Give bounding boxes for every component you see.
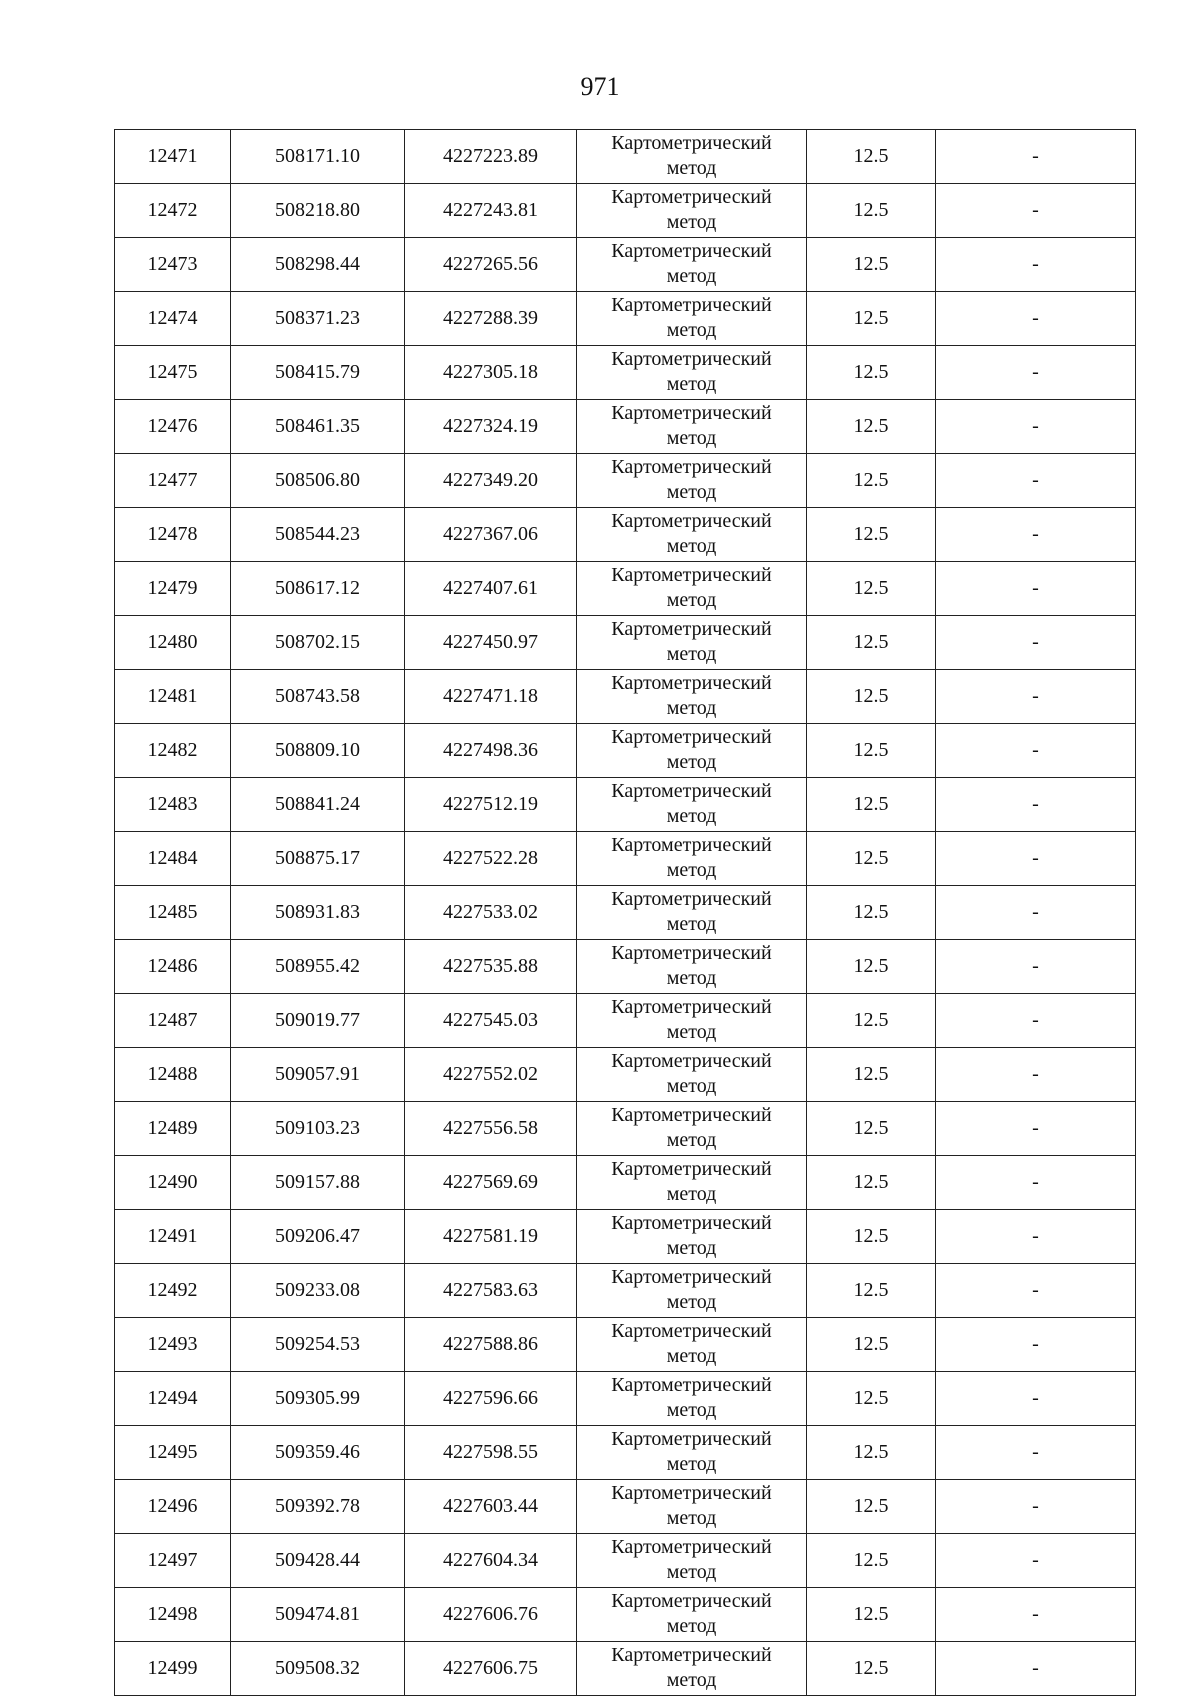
method-line-1: Картометрический [611, 456, 772, 478]
method-line-2: метод [666, 1507, 717, 1529]
table-row [115, 130, 1136, 184]
method-cell [577, 1210, 807, 1264]
method-line-1: Картометрический [611, 132, 772, 154]
x-coordinate-cell: 509103.23 [231, 1102, 405, 1156]
table-row [115, 994, 1136, 1048]
point-number-cell: 12484 [115, 832, 231, 886]
method-line-1: Картометрический [611, 1536, 772, 1558]
note-cell: - [936, 184, 1136, 238]
method-cell [577, 1318, 807, 1372]
accuracy-cell: 12.5 [807, 1534, 936, 1588]
accuracy-cell: 12.5 [807, 886, 936, 940]
x-coordinate-cell: 509233.08 [231, 1264, 405, 1318]
y-coordinate-cell: 4227223.89 [405, 130, 577, 184]
point-number-cell: 12495 [115, 1426, 231, 1480]
y-coordinate-cell: 4227450.97 [405, 616, 577, 670]
accuracy-cell: 12.5 [807, 616, 936, 670]
note-cell: - [936, 670, 1136, 724]
y-coordinate-cell: 4227324.19 [405, 400, 577, 454]
accuracy-cell: 12.5 [807, 400, 936, 454]
accuracy-cell: 12.5 [807, 184, 936, 238]
point-number-cell: 12479 [115, 562, 231, 616]
method-line-2: метод [666, 373, 717, 395]
method-cell [577, 346, 807, 400]
y-coordinate-cell: 4227583.63 [405, 1264, 577, 1318]
x-coordinate-cell: 508298.44 [231, 238, 405, 292]
table-row [115, 292, 1136, 346]
method-cell [577, 724, 807, 778]
accuracy-cell: 12.5 [807, 832, 936, 886]
y-coordinate-cell: 4227471.18 [405, 670, 577, 724]
method-line-1: Картометрический [611, 1374, 772, 1396]
method-line-1: Картометрический [611, 1104, 772, 1126]
method-line-1: Картометрический [611, 1158, 772, 1180]
method-line-2: метод [666, 211, 717, 233]
y-coordinate-cell: 4227367.06 [405, 508, 577, 562]
method-line-2: метод [666, 751, 717, 773]
table-row [115, 238, 1136, 292]
note-cell: - [936, 346, 1136, 400]
y-coordinate-cell: 4227606.76 [405, 1588, 577, 1642]
method-line-1: Картометрический [611, 1644, 772, 1666]
method-line-2: метод [666, 1075, 717, 1097]
method-line-1: Картометрический [611, 348, 772, 370]
method-cell [577, 1588, 807, 1642]
note-cell: - [936, 616, 1136, 670]
note-cell: - [936, 1426, 1136, 1480]
x-coordinate-cell: 508371.23 [231, 292, 405, 346]
table-row [115, 940, 1136, 994]
point-number-cell: 12489 [115, 1102, 231, 1156]
x-coordinate-cell: 509254.53 [231, 1318, 405, 1372]
method-cell [577, 508, 807, 562]
accuracy-cell: 12.5 [807, 238, 936, 292]
table-row [115, 1156, 1136, 1210]
method-line-2: метод [666, 1669, 717, 1691]
note-cell: - [936, 1102, 1136, 1156]
point-number-cell: 12478 [115, 508, 231, 562]
accuracy-cell: 12.5 [807, 670, 936, 724]
point-number-cell: 12482 [115, 724, 231, 778]
note-cell: - [936, 130, 1136, 184]
note-cell: - [936, 508, 1136, 562]
accuracy-cell: 12.5 [807, 940, 936, 994]
method-line-1: Картометрический [611, 510, 772, 532]
x-coordinate-cell: 509508.32 [231, 1642, 405, 1696]
point-number-cell: 12497 [115, 1534, 231, 1588]
y-coordinate-cell: 4227556.58 [405, 1102, 577, 1156]
note-cell: - [936, 400, 1136, 454]
point-number-cell: 12471 [115, 130, 231, 184]
x-coordinate-cell: 509019.77 [231, 994, 405, 1048]
method-cell [577, 1048, 807, 1102]
method-line-1: Картометрический [611, 780, 772, 802]
table-row [115, 832, 1136, 886]
x-coordinate-cell: 508743.58 [231, 670, 405, 724]
method-cell [577, 1156, 807, 1210]
table-row [115, 184, 1136, 238]
point-number-cell: 12488 [115, 1048, 231, 1102]
y-coordinate-cell: 4227305.18 [405, 346, 577, 400]
x-coordinate-cell: 508461.35 [231, 400, 405, 454]
method-cell [577, 1372, 807, 1426]
note-cell: - [936, 1048, 1136, 1102]
x-coordinate-cell: 509206.47 [231, 1210, 405, 1264]
accuracy-cell: 12.5 [807, 1318, 936, 1372]
method-line-1: Картометрический [611, 1266, 772, 1288]
method-line-2: метод [666, 805, 717, 827]
method-cell [577, 1480, 807, 1534]
note-cell: - [936, 886, 1136, 940]
table-row [115, 1318, 1136, 1372]
note-cell: - [936, 1642, 1136, 1696]
table-row [115, 400, 1136, 454]
x-coordinate-cell: 508955.42 [231, 940, 405, 994]
point-number-cell: 12474 [115, 292, 231, 346]
y-coordinate-cell: 4227288.39 [405, 292, 577, 346]
point-number-cell: 12492 [115, 1264, 231, 1318]
point-number-cell: 12481 [115, 670, 231, 724]
point-number-cell: 12475 [115, 346, 231, 400]
method-line-1: Картометрический [611, 240, 772, 262]
x-coordinate-cell: 508809.10 [231, 724, 405, 778]
note-cell: - [936, 1264, 1136, 1318]
method-line-1: Картометрический [611, 996, 772, 1018]
note-cell: - [936, 1588, 1136, 1642]
note-cell: - [936, 724, 1136, 778]
point-number-cell: 12485 [115, 886, 231, 940]
accuracy-cell: 12.5 [807, 1642, 936, 1696]
table-row [115, 1534, 1136, 1588]
x-coordinate-cell: 509305.99 [231, 1372, 405, 1426]
method-cell [577, 670, 807, 724]
table-row [115, 454, 1136, 508]
note-cell: - [936, 562, 1136, 616]
point-number-cell: 12472 [115, 184, 231, 238]
method-line-2: метод [666, 859, 717, 881]
method-line-1: Картометрический [611, 402, 772, 424]
point-number-cell: 12486 [115, 940, 231, 994]
note-cell: - [936, 940, 1136, 994]
point-number-cell: 12477 [115, 454, 231, 508]
x-coordinate-cell: 509359.46 [231, 1426, 405, 1480]
accuracy-cell: 12.5 [807, 778, 936, 832]
method-line-1: Картометрический [611, 294, 772, 316]
note-cell: - [936, 238, 1136, 292]
x-coordinate-cell: 508702.15 [231, 616, 405, 670]
method-line-1: Картометрический [611, 1320, 772, 1342]
point-number-cell: 12496 [115, 1480, 231, 1534]
point-number-cell: 12494 [115, 1372, 231, 1426]
method-line-2: метод [666, 1453, 717, 1475]
point-number-cell: 12476 [115, 400, 231, 454]
x-coordinate-cell: 509428.44 [231, 1534, 405, 1588]
point-number-cell: 12491 [115, 1210, 231, 1264]
y-coordinate-cell: 4227596.66 [405, 1372, 577, 1426]
y-coordinate-cell: 4227606.75 [405, 1642, 577, 1696]
y-coordinate-cell: 4227581.19 [405, 1210, 577, 1264]
method-cell [577, 1642, 807, 1696]
table-row [115, 1102, 1136, 1156]
x-coordinate-cell: 509057.91 [231, 1048, 405, 1102]
note-cell: - [936, 454, 1136, 508]
method-cell [577, 994, 807, 1048]
note-cell: - [936, 778, 1136, 832]
method-cell [577, 400, 807, 454]
accuracy-cell: 12.5 [807, 1210, 936, 1264]
x-coordinate-cell: 508617.12 [231, 562, 405, 616]
method-cell [577, 1102, 807, 1156]
table-row [115, 670, 1136, 724]
note-cell: - [936, 1318, 1136, 1372]
note-cell: - [936, 1156, 1136, 1210]
table-row [115, 616, 1136, 670]
method-line-2: метод [666, 481, 717, 503]
accuracy-cell: 12.5 [807, 1048, 936, 1102]
x-coordinate-cell: 508218.80 [231, 184, 405, 238]
note-cell: - [936, 292, 1136, 346]
y-coordinate-cell: 4227512.19 [405, 778, 577, 832]
accuracy-cell: 12.5 [807, 508, 936, 562]
y-coordinate-cell: 4227569.69 [405, 1156, 577, 1210]
accuracy-cell: 12.5 [807, 346, 936, 400]
y-coordinate-cell: 4227552.02 [405, 1048, 577, 1102]
method-line-1: Картометрический [611, 1428, 772, 1450]
point-number-cell: 12480 [115, 616, 231, 670]
accuracy-cell: 12.5 [807, 130, 936, 184]
method-line-2: метод [666, 1129, 717, 1151]
table-row [115, 1588, 1136, 1642]
method-line-1: Картометрический [611, 942, 772, 964]
method-line-2: метод [666, 1615, 717, 1637]
table-row [115, 562, 1136, 616]
x-coordinate-cell: 508875.17 [231, 832, 405, 886]
accuracy-cell: 12.5 [807, 562, 936, 616]
table-row [115, 1048, 1136, 1102]
table-row [115, 724, 1136, 778]
method-cell [577, 1426, 807, 1480]
y-coordinate-cell: 4227407.61 [405, 562, 577, 616]
page-number: 971 [580, 72, 620, 101]
accuracy-cell: 12.5 [807, 1102, 936, 1156]
table-row [115, 1480, 1136, 1534]
table-row [115, 1642, 1136, 1696]
x-coordinate-cell: 509474.81 [231, 1588, 405, 1642]
y-coordinate-cell: 4227545.03 [405, 994, 577, 1048]
y-coordinate-cell: 4227349.20 [405, 454, 577, 508]
point-number-cell: 12493 [115, 1318, 231, 1372]
note-cell: - [936, 1372, 1136, 1426]
method-line-1: Картометрический [611, 834, 772, 856]
method-line-1: Картометрический [611, 726, 772, 748]
accuracy-cell: 12.5 [807, 1588, 936, 1642]
method-line-1: Картометрический [611, 1590, 772, 1612]
accuracy-cell: 12.5 [807, 454, 936, 508]
accuracy-cell: 12.5 [807, 1426, 936, 1480]
table-row [115, 508, 1136, 562]
x-coordinate-cell: 509392.78 [231, 1480, 405, 1534]
table-row [115, 778, 1136, 832]
method-cell [577, 130, 807, 184]
table-row [115, 1264, 1136, 1318]
method-line-1: Картометрический [611, 564, 772, 586]
method-cell [577, 886, 807, 940]
method-cell [577, 616, 807, 670]
method-cell [577, 562, 807, 616]
y-coordinate-cell: 4227604.34 [405, 1534, 577, 1588]
method-line-2: метод [666, 535, 717, 557]
accuracy-cell: 12.5 [807, 994, 936, 1048]
x-coordinate-cell: 508415.79 [231, 346, 405, 400]
table-row [115, 1210, 1136, 1264]
method-cell [577, 1264, 807, 1318]
table-row [115, 1372, 1136, 1426]
method-cell [577, 292, 807, 346]
table-body [115, 130, 1136, 1696]
x-coordinate-cell: 509157.88 [231, 1156, 405, 1210]
y-coordinate-cell: 4227588.86 [405, 1318, 577, 1372]
method-line-1: Картометрический [611, 1482, 772, 1504]
x-coordinate-cell: 508506.80 [231, 454, 405, 508]
method-line-2: метод [666, 1561, 717, 1583]
x-coordinate-cell: 508841.24 [231, 778, 405, 832]
method-cell [577, 238, 807, 292]
point-number-cell: 12490 [115, 1156, 231, 1210]
y-coordinate-cell: 4227533.02 [405, 886, 577, 940]
accuracy-cell: 12.5 [807, 292, 936, 346]
accuracy-cell: 12.5 [807, 724, 936, 778]
method-line-2: метод [666, 1399, 717, 1421]
point-number-cell: 12483 [115, 778, 231, 832]
method-line-2: метод [666, 697, 717, 719]
note-cell: - [936, 1534, 1136, 1588]
y-coordinate-cell: 4227535.88 [405, 940, 577, 994]
point-number-cell: 12498 [115, 1588, 231, 1642]
accuracy-cell: 12.5 [807, 1156, 936, 1210]
y-coordinate-cell: 4227603.44 [405, 1480, 577, 1534]
method-line-2: метод [666, 1237, 717, 1259]
method-line-2: метод [666, 913, 717, 935]
method-line-1: Картометрический [611, 186, 772, 208]
y-coordinate-cell: 4227243.81 [405, 184, 577, 238]
x-coordinate-cell: 508544.23 [231, 508, 405, 562]
accuracy-cell: 12.5 [807, 1372, 936, 1426]
method-cell [577, 454, 807, 508]
method-cell [577, 778, 807, 832]
coordinates-table [114, 129, 1136, 1696]
method-line-1: Картометрический [611, 672, 772, 694]
y-coordinate-cell: 4227498.36 [405, 724, 577, 778]
accuracy-cell: 12.5 [807, 1480, 936, 1534]
method-line-2: метод [666, 1021, 717, 1043]
point-number-cell: 12473 [115, 238, 231, 292]
method-line-2: метод [666, 1345, 717, 1367]
note-cell: - [936, 994, 1136, 1048]
method-line-2: метод [666, 427, 717, 449]
note-cell: - [936, 1210, 1136, 1264]
accuracy-cell: 12.5 [807, 1264, 936, 1318]
x-coordinate-cell: 508171.10 [231, 130, 405, 184]
y-coordinate-cell: 4227598.55 [405, 1426, 577, 1480]
method-cell [577, 940, 807, 994]
method-line-2: метод [666, 967, 717, 989]
method-line-1: Картометрический [611, 618, 772, 640]
x-coordinate-cell: 508931.83 [231, 886, 405, 940]
method-line-1: Картометрический [611, 1050, 772, 1072]
method-cell [577, 1534, 807, 1588]
note-cell: - [936, 1480, 1136, 1534]
method-cell [577, 184, 807, 238]
y-coordinate-cell: 4227265.56 [405, 238, 577, 292]
method-cell [577, 832, 807, 886]
table-row [115, 886, 1136, 940]
method-line-2: метод [666, 589, 717, 611]
point-number-cell: 12487 [115, 994, 231, 1048]
method-line-2: метод [666, 643, 717, 665]
method-line-2: метод [666, 1291, 717, 1313]
method-line-1: Картометрический [611, 1212, 772, 1234]
method-line-2: метод [666, 265, 717, 287]
y-coordinate-cell: 4227522.28 [405, 832, 577, 886]
method-line-2: метод [666, 157, 717, 179]
table-row [115, 346, 1136, 400]
table-row [115, 1426, 1136, 1480]
method-line-2: метод [666, 319, 717, 341]
method-line-1: Картометрический [611, 888, 772, 910]
point-number-cell: 12499 [115, 1642, 231, 1696]
method-line-2: метод [666, 1183, 717, 1205]
note-cell: - [936, 832, 1136, 886]
